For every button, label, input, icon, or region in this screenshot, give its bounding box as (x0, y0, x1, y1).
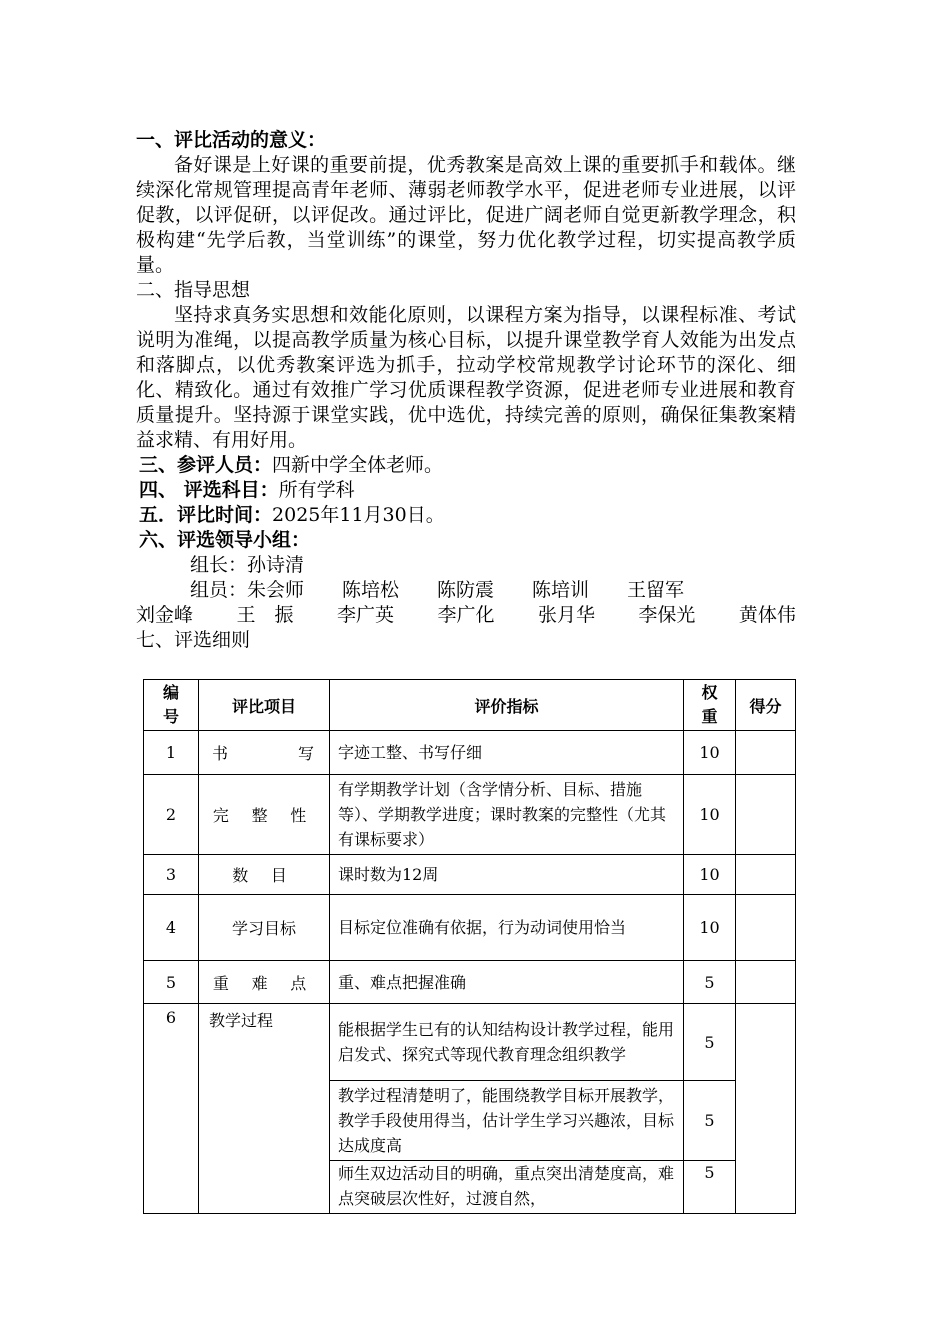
evaluation-table (143, 679, 796, 1214)
row-number: 3 (144, 855, 199, 895)
row-weight: 10 (684, 855, 736, 895)
row-score (736, 895, 796, 961)
row-item: 教学过程 (199, 1004, 330, 1214)
member-name: 李保光 (638, 604, 696, 626)
member-name: 李广英 (336, 604, 394, 626)
row-criteria: 目标定位准确有依据，行为动词使用恰当 (330, 895, 684, 961)
row-item (199, 731, 330, 775)
table-header-row (144, 680, 796, 731)
section-4 (136, 478, 796, 503)
row-weight: 5 (684, 1004, 736, 1081)
row-item: 重 难 点 (199, 961, 330, 1004)
row-score (736, 1004, 796, 1214)
section-4-value: 所有学科 (278, 479, 355, 501)
row-score (736, 731, 796, 775)
table-row (144, 855, 796, 895)
section-1-body: 备好课是上好课的重要前提，优秀教案是高效上课的重要抓手和载体。继续深化常规管理提高青年老师、薄弱老师教学水平，促进老师专业进展，以评促教，以评促研，以评促改。通过评比，促进广阔老师自觉更新教学理念，积极构建“先学后教，当堂训练”的课堂，努力优化教学过程，切实提高教学质量。 (136, 154, 796, 276)
row-score (736, 855, 796, 895)
row-weight: 10 (684, 895, 736, 961)
section-4-label: 四、 评选科目： (139, 479, 279, 501)
table-row (144, 961, 796, 1004)
row-number: 1 (144, 731, 199, 775)
section-7-title: 七、评选细则 (136, 629, 251, 651)
row-criteria: 能根据学生已有的认知结构设计教学过程，能用启发式、探究式等现代教育理念组织教学 (330, 1004, 684, 1081)
row-criteria: 重、难点把握准确 (330, 961, 684, 1004)
member-name: 王 振 (236, 604, 294, 626)
row-score (736, 775, 796, 855)
header-item: 评比项目 (199, 680, 330, 731)
row-item-left: 书 (212, 744, 229, 763)
section-2-title: 二、指导思想 (136, 279, 251, 301)
section-5 (136, 503, 796, 528)
row-criteria: 字迹工整、书写仔细 (330, 731, 684, 775)
section-2-body: 坚持求真务实思想和效能化原则，以课程方案为指导，以课程标准、考试说明为准绳，以提高教学质量为核心目标，以提升课堂教学育人效能为出发点和落脚点，以优秀教案评选为抓手，拉动学校常规教学讨论环节的深化、细化、精致化。通过有效推广学习优质课程教学资源，促进老师专业进展和教育质量提升。坚持源于课堂实践，优中选优，持续完善的原则，确保征集教案精益求精、有用好用。 (136, 304, 796, 451)
row-weight: 10 (684, 775, 736, 855)
row-criteria: 教学过程清楚明了，能围绕教学目标开展教学，教学手段使用得当，估计学生学习兴趣浓，目标达成度高 (330, 1081, 684, 1161)
table-row (144, 775, 796, 855)
row-item: 数 目 (199, 855, 330, 895)
section-3-label: 三、参评人员： (139, 454, 273, 476)
section-5-label: 五．评比时间： (139, 504, 273, 526)
member-name: 张月华 (537, 604, 595, 626)
section-1-title: 一、评比活动的意义： (136, 129, 327, 151)
section-5-value: 2025年11月30日。 (272, 504, 445, 526)
row-number: 5 (144, 961, 199, 1004)
row-weight: 10 (684, 731, 736, 775)
row-score (736, 961, 796, 1004)
row-weight: 5 (684, 1161, 736, 1214)
group-members-line1: 组员：朱会师 陈培松 陈防震 陈培训 王留军 (190, 579, 685, 601)
row-item-right: 写 (297, 744, 314, 763)
group-members-line2 (136, 603, 796, 628)
row-criteria: 师生双边活动目的明确，重点突出清楚度高，难点突破层次性好，过渡自然， (330, 1161, 684, 1214)
header-number: 编号 (144, 680, 199, 731)
document-body (136, 128, 796, 653)
section-6-label: 六、评选领导小组： (139, 529, 311, 551)
row-number: 2 (144, 775, 199, 855)
group-leader: 组长：孙诗清 (190, 554, 305, 576)
row-criteria: 有学期教学计划（含学情分析、目标、措施等）、学期教学进度；课时教案的完整性（尤其有课标要求） (330, 775, 684, 855)
row-number: 6 (144, 1004, 199, 1214)
row-item: 完 整 性 (199, 775, 330, 855)
member-name: 刘金峰 (136, 604, 194, 626)
row-number: 4 (144, 895, 199, 961)
member-name: 黄体伟 (738, 604, 796, 626)
table-row (144, 731, 796, 775)
header-criteria: 评价指标 (330, 680, 684, 731)
header-score: 得分 (736, 680, 796, 731)
table-row (144, 1004, 796, 1081)
section-3-value: 四新中学全体老师。 (272, 454, 444, 476)
table-row (144, 895, 796, 961)
section-3 (136, 453, 796, 478)
row-criteria: 课时数为12周 (330, 855, 684, 895)
row-weight: 5 (684, 1081, 736, 1161)
row-item: 学习目标 (199, 895, 330, 961)
member-name: 李广化 (437, 604, 495, 626)
header-weight: 权重 (684, 680, 736, 731)
row-weight: 5 (684, 961, 736, 1004)
